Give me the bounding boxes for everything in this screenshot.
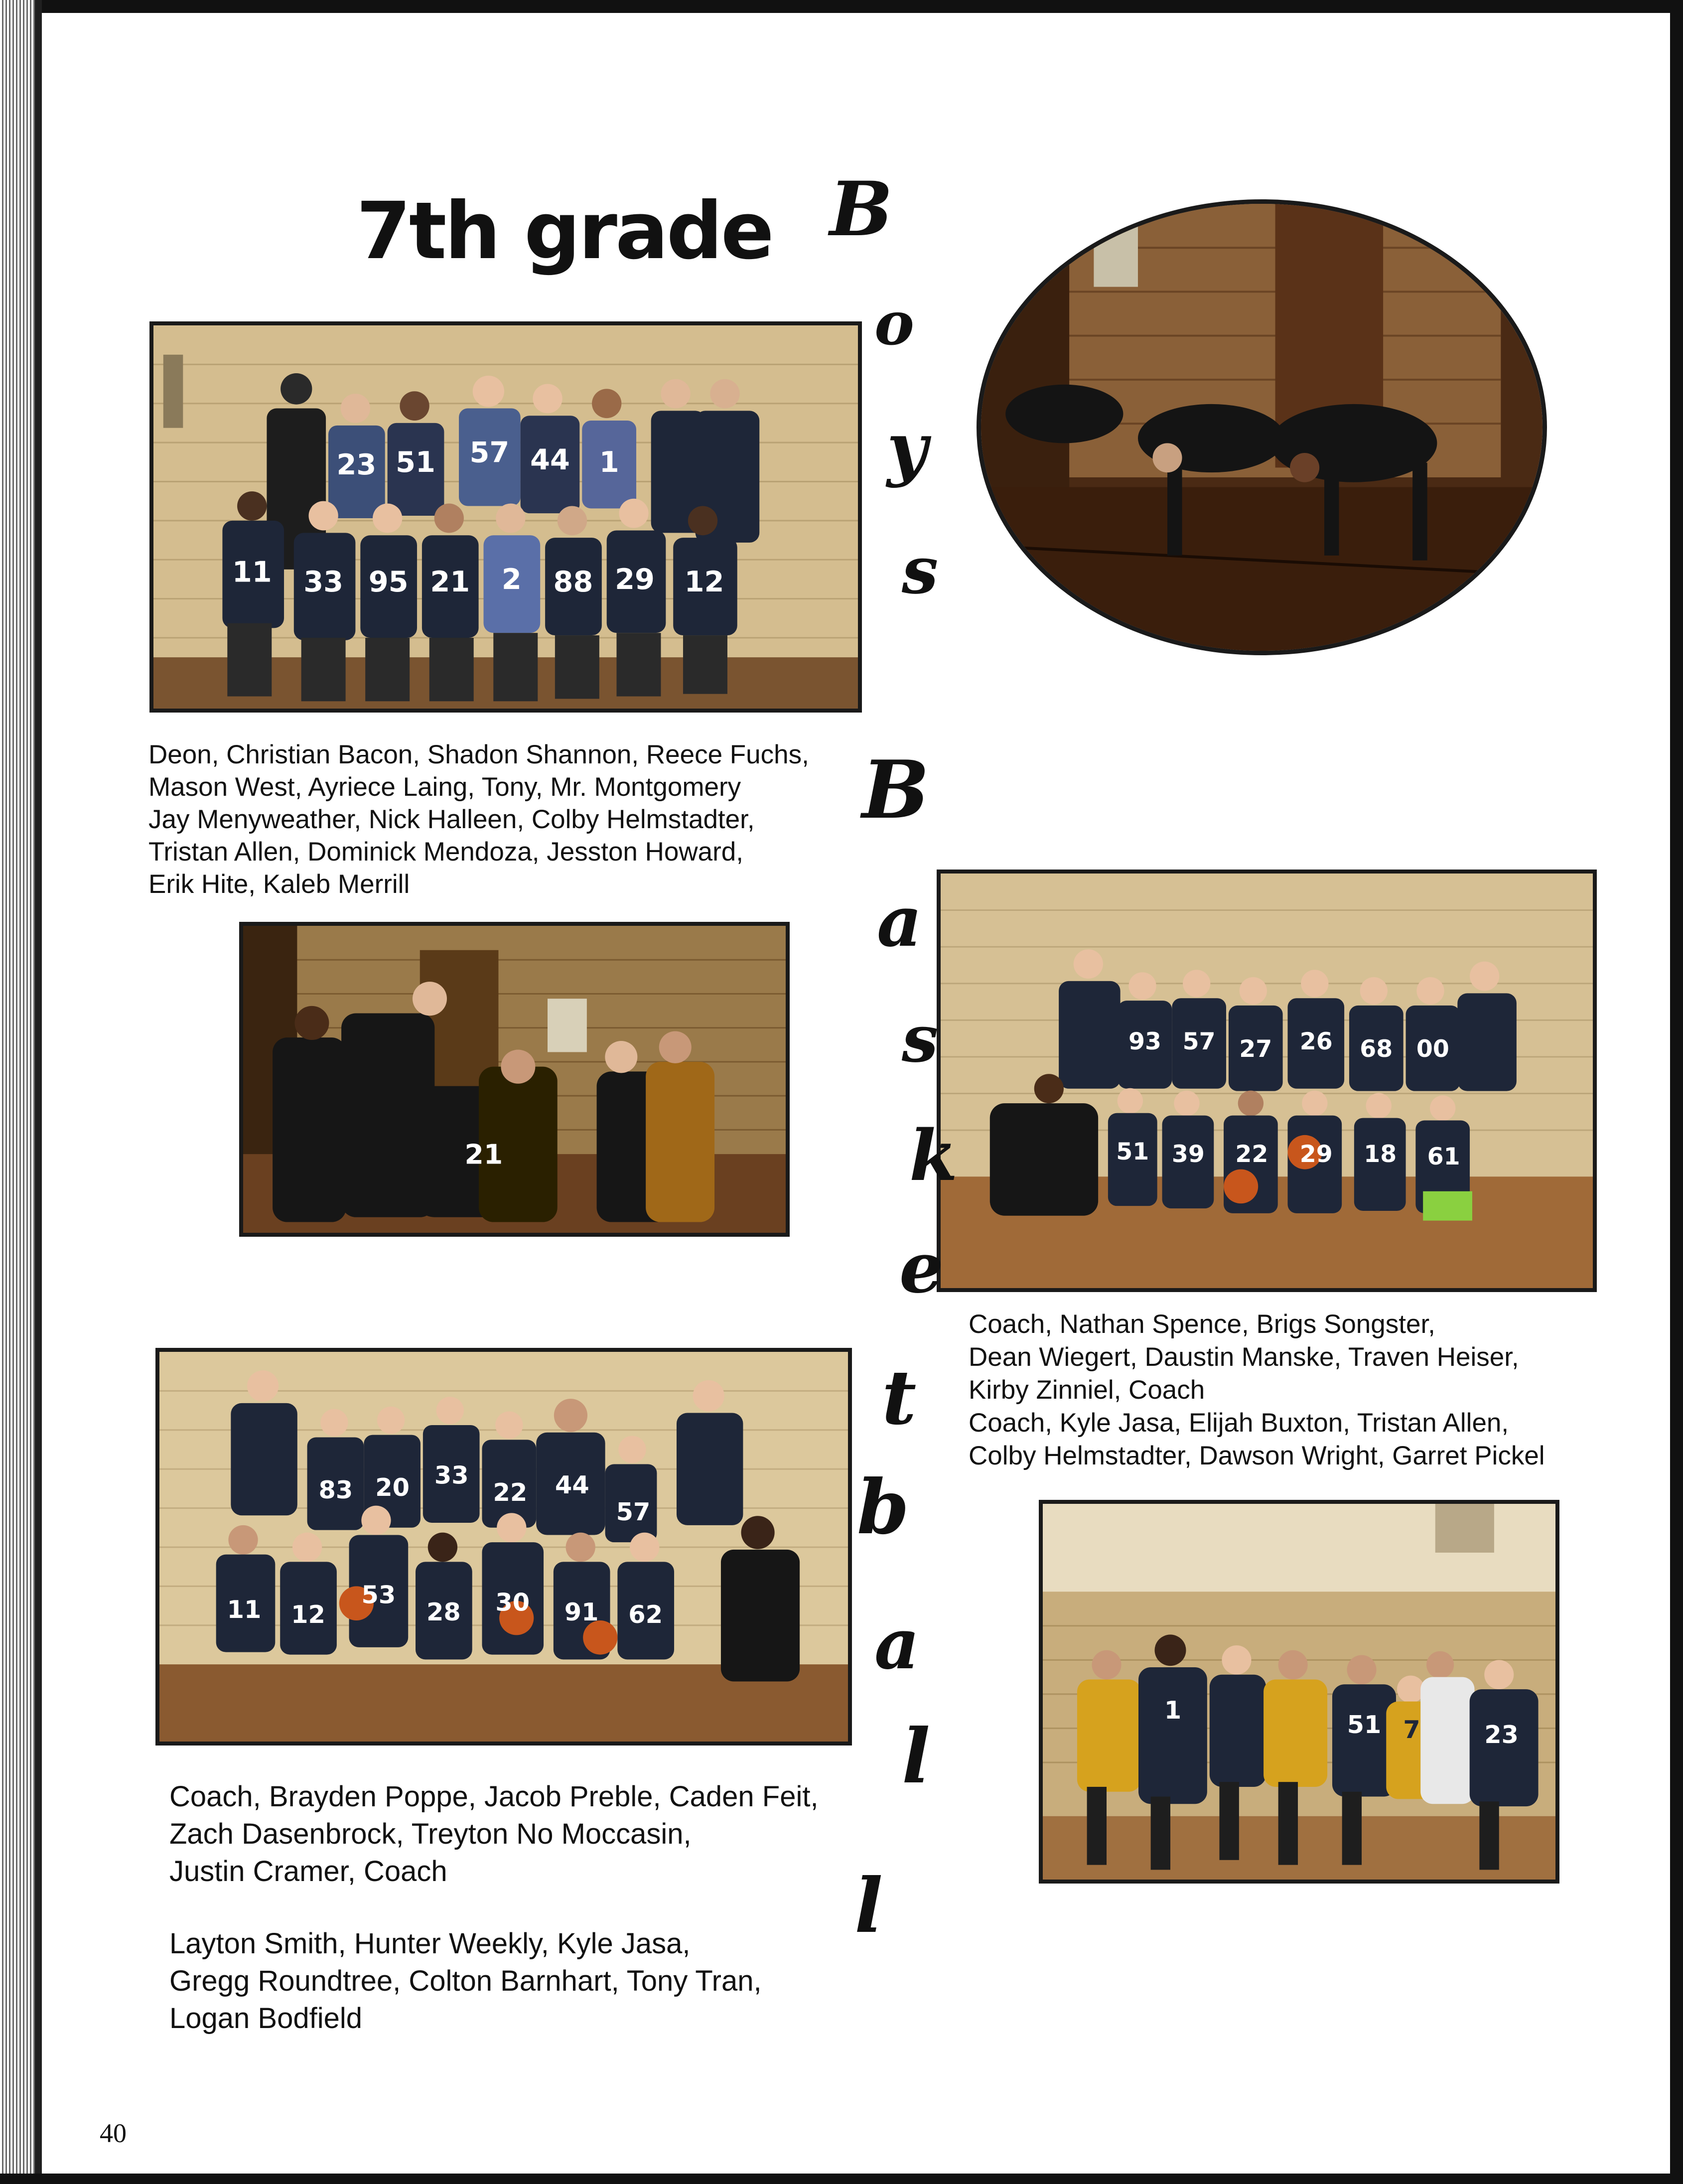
title-letter: B [862, 743, 930, 837]
title-letter: l [854, 1862, 883, 1950]
jersey-number: 33 [303, 566, 344, 598]
team-photo-bottom [155, 1348, 852, 1746]
title-letter: b [857, 1463, 909, 1551]
jersey-number: 00 [1416, 1035, 1449, 1063]
jersey-number: 61 [1427, 1143, 1460, 1170]
caption-line: Layton Smith, Hunter Weekly, Kyle Jasa, [169, 1927, 691, 1960]
jersey-number: 29 [615, 563, 655, 596]
jersey-number: 83 [318, 1475, 353, 1504]
jersey-number: 12 [291, 1600, 325, 1629]
caption-line: Mason West, Ayriece Laing, Tony, Mr. Montgomery [148, 772, 741, 802]
team-photo-7th-grade [149, 321, 862, 713]
jersey-number: 57 [616, 1497, 651, 1527]
caption-line: Zach Dasenbrock, Treyton No Moccasin, [169, 1818, 692, 1850]
jersey-number: 23 [1484, 1720, 1519, 1749]
title-letter: o [874, 289, 915, 359]
game-action-photo-court [1039, 1500, 1559, 1884]
title-letter: k [909, 1115, 958, 1197]
title-letter: B [830, 165, 893, 253]
jersey-number: 11 [227, 1595, 262, 1624]
jersey-number: 20 [375, 1473, 410, 1502]
caption-line: Gregg Roundtree, Colton Barnhart, Tony Tran, [169, 1965, 762, 1997]
caption-line: Logan Bodfield [169, 2002, 362, 2035]
caption-line: Coach, Nathan Spence, Brigs Songster, [969, 1310, 1435, 1339]
caption-line: Jay Menyweather, Nick Halleen, Colby Helmstadter, [148, 805, 755, 834]
caption-line: Deon, Christian Bacon, Shadon Shannon, Reece Fuchs, [148, 740, 809, 769]
jersey-number: 93 [1128, 1028, 1161, 1056]
caption-7th-grade-team [148, 738, 809, 900]
jersey-number: 57 [1182, 1028, 1216, 1056]
title-letter: t [882, 1354, 917, 1442]
jersey-number: 62 [628, 1600, 663, 1629]
title-letter: s [902, 1001, 939, 1077]
caption-bottom-team-back-row [169, 1778, 819, 1890]
caption-right-team [969, 1308, 1545, 1472]
jersey-number: 2 [501, 563, 522, 596]
page-heading: 7th grade [356, 185, 772, 277]
title-letter: l [902, 1713, 930, 1800]
jersey-number: 44 [530, 443, 570, 476]
caption-line: Kirby Zinniel, Coach [969, 1375, 1205, 1405]
jersey-number: 12 [684, 566, 724, 598]
jersey-number: 23 [336, 448, 377, 481]
jersey-number: 57 [469, 436, 510, 469]
caption-line: Dean Wiegert, Daustin Manske, Traven Heiser, [969, 1342, 1519, 1372]
caption-line: Coach, Kyle Jasa, Elijah Buxton, Tristan Allen, [969, 1408, 1509, 1438]
jersey-number: 18 [1364, 1141, 1397, 1168]
jersey-number: 21 [464, 1138, 503, 1170]
jersey-number: 51 [1116, 1138, 1149, 1165]
jersey-number: 29 [1299, 1141, 1333, 1168]
jersey-number: 21 [430, 566, 470, 598]
jersey-number: 39 [1171, 1141, 1205, 1168]
oval-photo-warmups [977, 199, 1547, 655]
jersey-number: 1 [599, 446, 619, 479]
team-photo-right [937, 870, 1597, 1292]
team-photo-right-image [941, 874, 1593, 1288]
jersey-number: 51 [1347, 1710, 1382, 1740]
caption-bottom-team-front-row [169, 1925, 762, 2037]
team-photo-bottom-image [159, 1352, 848, 1742]
jersey-number: 28 [426, 1598, 461, 1626]
caption-line: Coach, Brayden Poppe, Jacob Preble, Caden Feit, [169, 1780, 819, 1813]
jersey-number: 22 [1235, 1141, 1268, 1168]
title-letter: a [877, 881, 922, 963]
caption-line: Colby Helmstadter, Dawson Wright, Garret Pickel [969, 1441, 1545, 1470]
caption-line: Tristan Allen, Dominick Mendoza, Jesston Howard, [148, 837, 743, 867]
jersey-number: 53 [361, 1580, 396, 1609]
game-action-photo-huddle-image [243, 926, 786, 1233]
title-letter: a [874, 1603, 920, 1685]
jersey-number: 95 [368, 566, 409, 598]
title-letter: e [899, 1227, 944, 1309]
jersey-number: 33 [434, 1460, 469, 1490]
page-top-border [0, 0, 1683, 13]
team-photo-7th-grade-image [153, 325, 858, 709]
page-number: 40 [100, 2118, 127, 2148]
jersey-number: 44 [555, 1470, 589, 1500]
jersey-number: 22 [493, 1478, 528, 1507]
page-bottom-border [0, 2174, 1683, 2184]
page-binding-shadow [35, 0, 42, 2184]
caption-line: Justin Cramer, Coach [169, 1855, 447, 1888]
game-action-photo-huddle [239, 922, 790, 1237]
jersey-number: 7 [1403, 1715, 1420, 1744]
jersey-number: 30 [495, 1588, 530, 1617]
jersey-number: 11 [232, 556, 272, 589]
jersey-number: 68 [1360, 1035, 1393, 1063]
jersey-number: 88 [553, 566, 593, 598]
page-right-border [1670, 0, 1683, 2184]
oval-photo-warmups-image [981, 204, 1543, 651]
title-letter: y [887, 408, 928, 489]
jersey-number: 51 [396, 446, 435, 479]
caption-line: Erik Hite, Kaleb Merrill [148, 870, 410, 899]
jersey-number: 1 [1164, 1695, 1182, 1725]
page-binding-edge [0, 0, 35, 2184]
game-action-photo-court-image [1043, 1504, 1555, 1880]
jersey-number: 27 [1239, 1035, 1272, 1063]
jersey-number: 26 [1299, 1028, 1333, 1056]
title-letter: s [902, 532, 939, 608]
jersey-number: 91 [564, 1598, 599, 1626]
